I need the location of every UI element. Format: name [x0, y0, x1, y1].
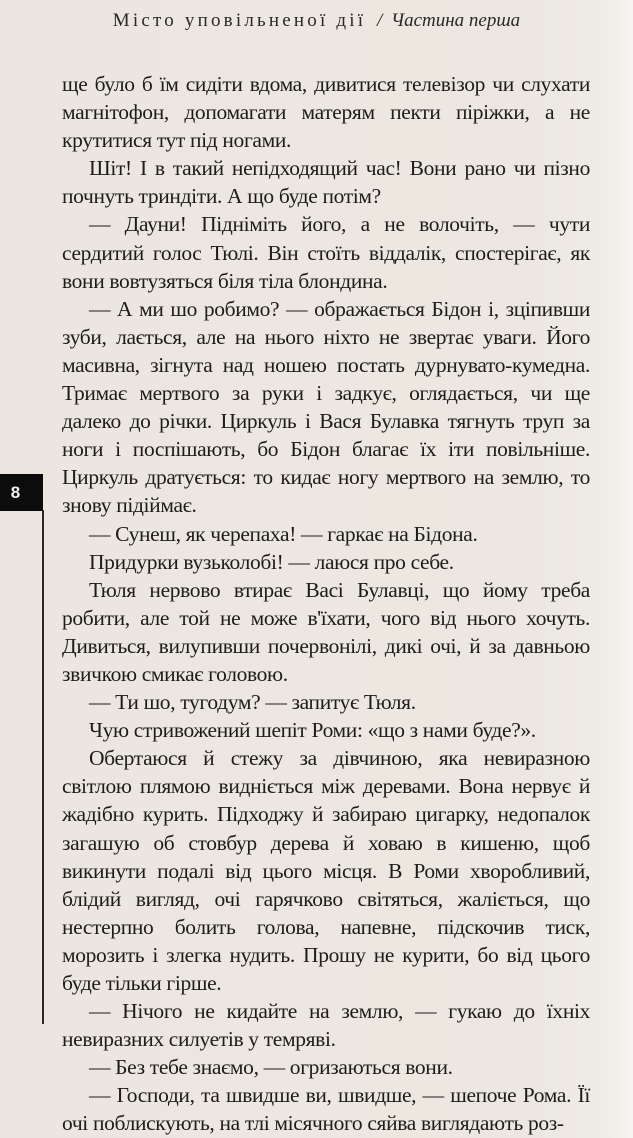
- paragraph: — Нічого не кидайте на землю, — гукаю до їхніх невиразних силуетів у темряві.: [62, 999, 590, 1052]
- paragraph: — А ми шо робимо? — ображається Бідон і, зціпивши зуби, лається, але на нього ніхто не звертає уваги. Його масивна, зігнута над ношею постать дурнувато-кумедна. Тримає мертвого за руки і задкує, оглядається, чи ще далеко до річки. Циркуль і Вася Булавка тягнуть труп за ноги і поспішають, бо Бідон благає їх іти повільніше. Циркуль дратується: то кидає ногу мертвого на землю, то знову підіймає.: [62, 296, 590, 518]
- body-text: [62, 70, 590, 1138]
- paragraph: Шіт! І в такий непідходящий час! Вони рано чи пізно почнуть триндіти. А що буде потім?: [62, 156, 590, 209]
- paragraph: Чую стривожений шепіт Роми: «що з нами буде?».: [89, 718, 536, 743]
- page-number: 8: [10, 483, 21, 502]
- paragraph: Придурки вузьколобі! — лаюся про себе.: [89, 549, 454, 574]
- paragraph: — Ти шо, тугодум? — запитує Тюля.: [89, 690, 416, 715]
- paragraph: — Без тебе знаємо, — огризаються вони.: [89, 1055, 453, 1080]
- running-head: [0, 10, 633, 32]
- page-number-tab: [0, 474, 43, 511]
- paragraph: — Дауни! Підніміть його, а не волочіть, — чути сердитий голос Тюлі. Він стоїть віддалік, спостерігає, як вони вовтузяться біля тіла блондина.: [62, 212, 590, 293]
- paragraph: — Господи, та швидше ви, швидше, — шепоче Рома. Її очі поблискують, на тлі місячного сяйва виглядають роз-: [62, 1083, 590, 1136]
- part-title: Частина перша: [390, 10, 521, 31]
- paragraph: ще було б їм сидіти вдома, дивитися телевізор чи слухати магнітофон, допомагати матерям пекти піріжки, а не крутитися тут під ногами.: [62, 72, 590, 153]
- running-head-separator: /: [376, 10, 383, 31]
- paragraph: Обертаюся й стежу за дівчиною, яка невиразною світлою плямою видніється між деревами. Вона нервує й жадібно курить. Підходжу й забираю цигарку, недопалок загашую об стовбур дерева й ховаю в кишеню, щоб викинути подалі від цього місця. В Роми хворобливий, блідий вигляд, очі гарячково світяться, жаліється, що нестерпно болить голова, напевне, підскочив тиск, морозить і злегка нудить. Прошу не курити, бо від цього буде тільки гірше.: [62, 746, 590, 995]
- paragraph: Тюля нервово втирає Васі Булавці, що йому треба робити, але той не може в'їхати, чого від нього хочуть. Дивиться, вилупивши почервонілі, дикі очі, й за давньою звичкою смикає головою.: [62, 577, 590, 686]
- margin-rule: [42, 510, 44, 1024]
- book-title: Місто уповільненої дії: [112, 10, 367, 31]
- paragraph: — Сунеш, як черепаха! — гаркає на Бідона.: [89, 521, 478, 546]
